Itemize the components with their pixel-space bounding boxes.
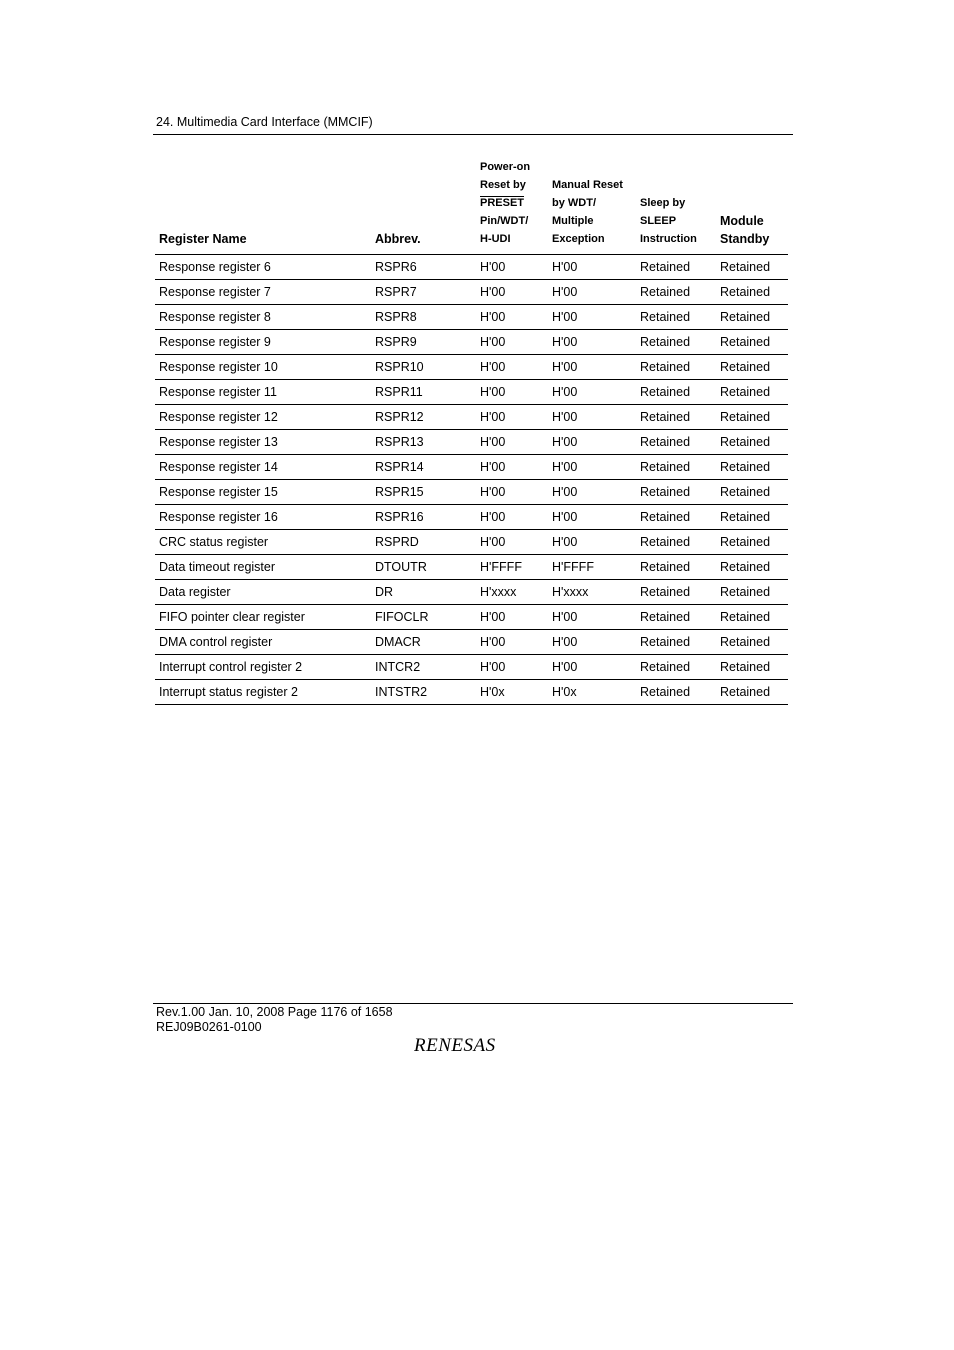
cell-sleep: Retained [636, 480, 716, 505]
cell-module-standby: Retained [716, 530, 788, 555]
cell-sleep: Retained [636, 455, 716, 480]
footer-revision: Rev.1.00 Jan. 10, 2008 Page 1176 of 1658 [156, 1005, 393, 1019]
cell-register-name: Response register 12 [155, 405, 371, 430]
cell-abbrev: RSPR9 [371, 330, 476, 355]
cell-register-name: CRC status register [155, 530, 371, 555]
cell-register-name: Response register 9 [155, 330, 371, 355]
cell-abbrev: RSPR8 [371, 305, 476, 330]
cell-module-standby: Retained [716, 380, 788, 405]
cell-power-on: H'00 [476, 380, 548, 405]
cell-abbrev: INTCR2 [371, 655, 476, 680]
cell-module-standby: Retained [716, 405, 788, 430]
cell-register-name: Response register 15 [155, 480, 371, 505]
col-module-standby [716, 158, 788, 255]
col-manual-line3: Multiple [552, 215, 594, 227]
cell-power-on: H'00 [476, 630, 548, 655]
section-title: 24. Multimedia Card Interface (MMCIF) [156, 115, 373, 129]
cell-power-on: H'00 [476, 480, 548, 505]
cell-module-standby: Retained [716, 255, 788, 280]
renesas-logo [414, 1034, 534, 1056]
cell-power-on: H'00 [476, 455, 548, 480]
cell-module-standby: Retained [716, 505, 788, 530]
cell-sleep: Retained [636, 680, 716, 705]
cell-register-name: Data register [155, 580, 371, 605]
cell-module-standby: Retained [716, 305, 788, 330]
cell-module-standby: Retained [716, 555, 788, 580]
cell-power-on: H'xxxx [476, 580, 548, 605]
cell-power-on: H'00 [476, 430, 548, 455]
cell-register-name: Response register 14 [155, 455, 371, 480]
col-power-on-line3: PRESET [480, 197, 525, 209]
cell-power-on: H'0x [476, 680, 548, 705]
cell-sleep: Retained [636, 505, 716, 530]
cell-power-on: H'00 [476, 655, 548, 680]
cell-abbrev: RSPRD [371, 530, 476, 555]
cell-register-name: Response register 13 [155, 430, 371, 455]
col-manual-line1: Manual Reset [552, 179, 623, 191]
cell-register-name: DMA control register [155, 630, 371, 655]
header-divider [153, 134, 793, 135]
cell-module-standby: Retained [716, 330, 788, 355]
cell-power-on: H'00 [476, 405, 548, 430]
cell-module-standby: Retained [716, 480, 788, 505]
table-row [155, 630, 788, 655]
cell-sleep: Retained [636, 280, 716, 305]
col-power-on-line1: Power-on [480, 161, 531, 173]
cell-module-standby: Retained [716, 280, 788, 305]
table-row [155, 255, 788, 280]
cell-register-name: Response register 6 [155, 255, 371, 280]
cell-register-name: Data timeout register [155, 555, 371, 580]
cell-sleep: Retained [636, 330, 716, 355]
table-row [155, 555, 788, 580]
footer-divider [153, 1003, 793, 1004]
cell-power-on: H'00 [476, 355, 548, 380]
col-manual-reset [548, 158, 636, 255]
cell-manual-reset: H'00 [548, 355, 636, 380]
cell-sleep: Retained [636, 255, 716, 280]
cell-sleep: Retained [636, 605, 716, 630]
cell-register-name: Response register 8 [155, 305, 371, 330]
cell-manual-reset: H'00 [548, 530, 636, 555]
col-sleep-line1: Sleep by [640, 197, 686, 209]
cell-power-on: H'00 [476, 605, 548, 630]
cell-abbrev: RSPR14 [371, 455, 476, 480]
cell-power-on: H'00 [476, 280, 548, 305]
cell-module-standby: Retained [716, 355, 788, 380]
cell-register-name: Interrupt status register 2 [155, 680, 371, 705]
cell-sleep: Retained [636, 630, 716, 655]
col-sleep-line2: SLEEP [640, 215, 677, 227]
col-power-on-reset [476, 158, 548, 255]
table-row [155, 605, 788, 630]
col-standby-line2: Standby [720, 232, 770, 246]
cell-manual-reset: H'0x [548, 680, 636, 705]
cell-manual-reset: H'00 [548, 255, 636, 280]
table-row [155, 680, 788, 705]
cell-power-on: H'FFFF [476, 555, 548, 580]
cell-manual-reset: H'00 [548, 280, 636, 305]
cell-sleep: Retained [636, 405, 716, 430]
cell-manual-reset: H'00 [548, 405, 636, 430]
col-standby-line1: Module [720, 214, 764, 228]
cell-power-on: H'00 [476, 255, 548, 280]
table-row [155, 580, 788, 605]
cell-sleep: Retained [636, 305, 716, 330]
cell-power-on: H'00 [476, 305, 548, 330]
cell-register-name: FIFO pointer clear register [155, 605, 371, 630]
cell-manual-reset: H'00 [548, 455, 636, 480]
cell-power-on: H'00 [476, 530, 548, 555]
register-table [155, 158, 788, 705]
cell-manual-reset: H'00 [548, 480, 636, 505]
cell-manual-reset: H'00 [548, 430, 636, 455]
cell-abbrev: INTSTR2 [371, 680, 476, 705]
cell-abbrev: FIFOCLR [371, 605, 476, 630]
cell-abbrev: DR [371, 580, 476, 605]
table-row [155, 280, 788, 305]
cell-sleep: Retained [636, 355, 716, 380]
cell-manual-reset: H'00 [548, 380, 636, 405]
cell-sleep: Retained [636, 580, 716, 605]
cell-abbrev: RSPR16 [371, 505, 476, 530]
cell-register-name: Response register 16 [155, 505, 371, 530]
table-row [155, 305, 788, 330]
renesas-logo-text: RENESAS [414, 1035, 496, 1056]
cell-abbrev: DMACR [371, 630, 476, 655]
cell-module-standby: Retained [716, 605, 788, 630]
table-row [155, 530, 788, 555]
table-row [155, 405, 788, 430]
table-row [155, 355, 788, 380]
cell-sleep: Retained [636, 555, 716, 580]
cell-module-standby: Retained [716, 630, 788, 655]
cell-manual-reset: H'xxxx [548, 580, 636, 605]
cell-manual-reset: H'00 [548, 330, 636, 355]
table-row [155, 655, 788, 680]
col-power-on-line5: H-UDI [480, 233, 511, 245]
table-header-row [155, 158, 788, 255]
cell-power-on: H'00 [476, 330, 548, 355]
col-abbrev: Abbrev. [371, 158, 476, 255]
cell-abbrev: RSPR7 [371, 280, 476, 305]
cell-abbrev: RSPR10 [371, 355, 476, 380]
cell-register-name: Response register 7 [155, 280, 371, 305]
cell-manual-reset: H'00 [548, 505, 636, 530]
cell-module-standby: Retained [716, 430, 788, 455]
cell-sleep: Retained [636, 380, 716, 405]
table-row [155, 330, 788, 355]
table-row [155, 455, 788, 480]
cell-module-standby: Retained [716, 655, 788, 680]
table-row [155, 480, 788, 505]
col-power-on-line2: Reset by [480, 179, 526, 191]
col-power-on-line4: Pin/WDT/ [480, 215, 529, 227]
table-row [155, 430, 788, 455]
cell-manual-reset: H'00 [548, 655, 636, 680]
cell-abbrev: RSPR13 [371, 430, 476, 455]
cell-module-standby: Retained [716, 580, 788, 605]
cell-module-standby: Retained [716, 455, 788, 480]
cell-manual-reset: H'00 [548, 305, 636, 330]
cell-sleep: Retained [636, 530, 716, 555]
col-register-name: Register Name [155, 158, 371, 255]
col-sleep-line3: Instruction [640, 233, 697, 245]
cell-abbrev: RSPR12 [371, 405, 476, 430]
cell-manual-reset: H'00 [548, 630, 636, 655]
footer-document-number: REJ09B0261-0100 [156, 1020, 262, 1034]
col-manual-line4: Exception [552, 233, 605, 245]
cell-abbrev: RSPR15 [371, 480, 476, 505]
table-row [155, 505, 788, 530]
cell-manual-reset: H'FFFF [548, 555, 636, 580]
col-sleep [636, 158, 716, 255]
cell-manual-reset: H'00 [548, 605, 636, 630]
cell-register-name: Interrupt control register 2 [155, 655, 371, 680]
cell-abbrev: DTOUTR [371, 555, 476, 580]
col-manual-line2: by WDT/ [552, 197, 596, 209]
table-row [155, 380, 788, 405]
cell-power-on: H'00 [476, 505, 548, 530]
cell-sleep: Retained [636, 430, 716, 455]
cell-module-standby: Retained [716, 680, 788, 705]
cell-register-name: Response register 10 [155, 355, 371, 380]
cell-abbrev: RSPR11 [371, 380, 476, 405]
cell-sleep: Retained [636, 655, 716, 680]
cell-abbrev: RSPR6 [371, 255, 476, 280]
cell-register-name: Response register 11 [155, 380, 371, 405]
